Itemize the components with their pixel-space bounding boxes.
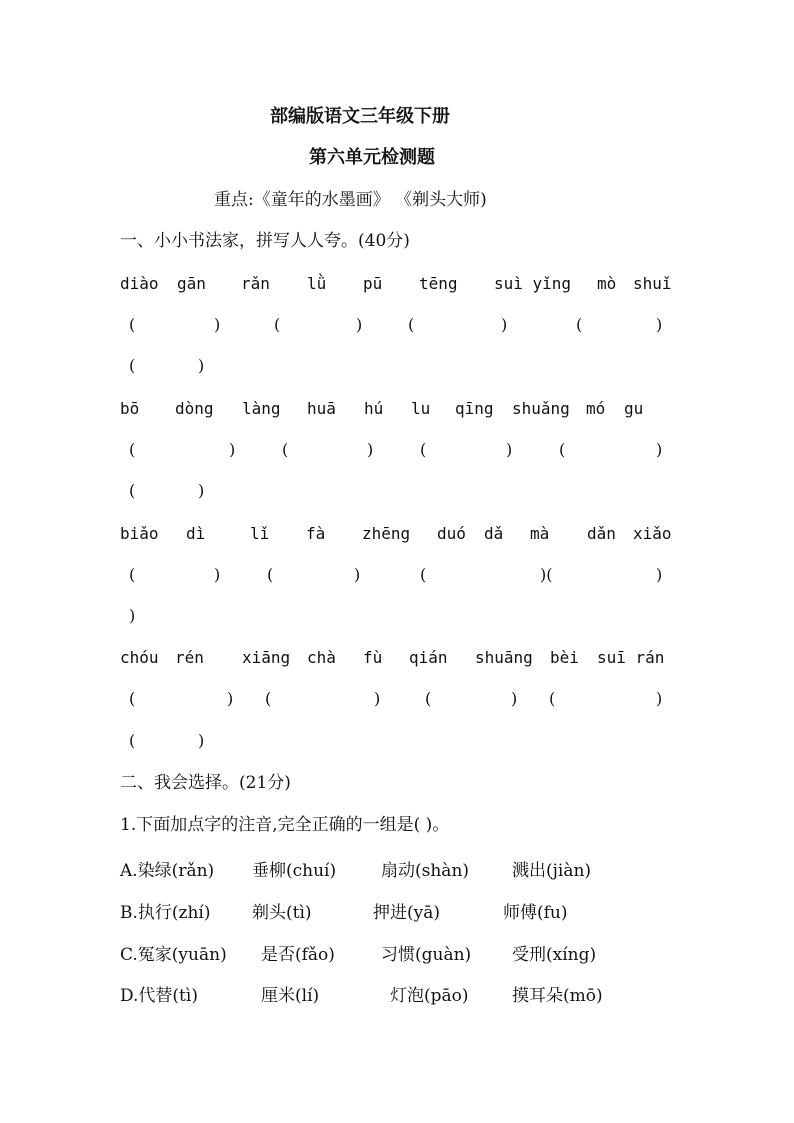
- bracket: (: [282, 440, 289, 459]
- pinyin-word: lu: [411, 399, 431, 418]
- option-item: 受刑(xíng): [512, 945, 597, 965]
- pinyin-word: fà: [306, 524, 326, 543]
- bracket-row-1b: [0, 356, 794, 378]
- bracket: ): [367, 440, 374, 459]
- pinyin-word: bèi: [550, 648, 579, 667]
- bracket: (: [129, 315, 136, 334]
- focus-line: 重点:《童年的水墨画》 《剃头大师): [214, 190, 487, 210]
- pinyin-row-2: [0, 399, 794, 421]
- pinyin-word: mà: [530, 524, 550, 543]
- page-title: 部编版语文三年级下册: [270, 106, 450, 127]
- bracket: (: [129, 689, 136, 708]
- pinyin-word: duó: [437, 524, 466, 543]
- bracket: ): [656, 565, 663, 584]
- bracket: ): [229, 440, 236, 459]
- pinyin-row-4: [0, 648, 794, 670]
- pinyin-row-1: [0, 274, 794, 296]
- bracket: (: [408, 315, 415, 334]
- option-c: [0, 940, 794, 965]
- option-item: 剃头(tì): [252, 903, 312, 923]
- bracket: (: [129, 565, 136, 584]
- bracket: (: [420, 565, 427, 584]
- option-d: [0, 981, 794, 1006]
- bracket: (: [129, 356, 136, 375]
- bracket: ): [356, 315, 363, 334]
- pinyin-word: chà: [307, 648, 336, 667]
- option-item: 师傅(fu): [503, 903, 568, 923]
- option-item: 垂柳(chuí): [252, 861, 337, 881]
- bracket: ): [198, 481, 205, 500]
- bracket: (: [129, 731, 136, 750]
- bracket: (: [576, 315, 583, 334]
- pinyin-word: fù: [363, 648, 383, 667]
- bracket: ): [129, 606, 136, 625]
- pinyin-word: suī rán: [597, 648, 665, 667]
- option-b: [0, 898, 794, 923]
- pinyin-word: pū: [363, 274, 383, 293]
- pinyin-word: dòng: [175, 399, 214, 418]
- pinyin-word: rén: [175, 648, 204, 667]
- bracket: ): [511, 689, 518, 708]
- pinyin-word: xiāng: [242, 648, 291, 667]
- pinyin-word: chóu: [120, 648, 159, 667]
- bracket: ): [354, 565, 361, 584]
- bracket: (: [129, 481, 136, 500]
- pinyin-word: shuǎng: [512, 399, 570, 418]
- bracket: ): [198, 731, 205, 750]
- bracket: ): [656, 440, 663, 459]
- pinyin-word: zhēng: [362, 524, 411, 543]
- option-item: 是否(fǎo): [261, 945, 335, 965]
- bracket: (: [129, 440, 136, 459]
- bracket-row-4b: [0, 731, 794, 753]
- option-item: D.代替(tì): [120, 986, 198, 1006]
- option-item: 摸耳朵(mō): [512, 986, 603, 1006]
- bracket: ): [374, 689, 381, 708]
- section1-heading: 一、小小书法家，拼写人人夸。(40分): [120, 231, 410, 251]
- pinyin-word: lǐ: [250, 524, 270, 543]
- bracket: (: [549, 689, 556, 708]
- option-a: [0, 856, 794, 881]
- pinyin-word: bō: [120, 399, 140, 418]
- bracket-row-2: [0, 440, 794, 462]
- question-1: 1.下面加点字的注音,完全正确的一组是( )。: [120, 815, 450, 835]
- option-item: 厘米(lí): [261, 986, 320, 1006]
- pinyin-word: dǎ: [484, 524, 504, 543]
- bracket: (: [425, 689, 432, 708]
- bracket: (: [559, 440, 566, 459]
- pinyin-word: dì: [186, 524, 206, 543]
- bracket: (: [274, 315, 281, 334]
- pinyin-word: gān: [177, 274, 206, 293]
- bracket-row-2b: [0, 481, 794, 503]
- pinyin-word: làng: [242, 399, 281, 418]
- bracket-row-4: [0, 689, 794, 711]
- bracket: (: [265, 689, 272, 708]
- pinyin-word: diào: [120, 274, 159, 293]
- pinyin-row-3: [0, 524, 794, 546]
- pinyin-word: tēng: [419, 274, 458, 293]
- option-item: 灯泡(pāo): [390, 986, 469, 1006]
- pinyin-word: dǎn: [587, 524, 616, 543]
- pinyin-word: shuāng: [475, 648, 533, 667]
- pinyin-word: lǜ: [307, 274, 327, 293]
- bracket: ): [506, 440, 513, 459]
- pinyin-word: qián: [409, 648, 448, 667]
- pinyin-word: shuǐ: [633, 274, 672, 293]
- pinyin-word: mò: [597, 274, 617, 293]
- bracket: (: [267, 565, 274, 584]
- pinyin-word: suì yǐng: [494, 274, 572, 293]
- pinyin-word: rǎn: [241, 274, 270, 293]
- pinyin-word: gu: [624, 399, 644, 418]
- bracket: ): [214, 565, 221, 584]
- pinyin-word: xiǎo: [633, 524, 672, 543]
- bracket: )(: [540, 565, 553, 584]
- option-item: 习惯(guàn): [381, 945, 472, 965]
- bracket: (: [420, 440, 427, 459]
- pinyin-word: hú: [364, 399, 384, 418]
- bracket-row-3: [0, 565, 794, 587]
- option-item: A.染绿(rǎn): [120, 861, 215, 881]
- option-item: 扇动(shàn): [381, 861, 470, 881]
- pinyin-word: qīng: [455, 399, 494, 418]
- pinyin-word: mó: [586, 399, 606, 418]
- bracket: ): [214, 315, 221, 334]
- bracket: ): [501, 315, 508, 334]
- pinyin-word: huā: [307, 399, 336, 418]
- bracket-row-3b: [0, 606, 794, 628]
- bracket: ): [198, 356, 205, 375]
- bracket: ): [656, 315, 663, 334]
- option-item: C.冤家(yuān): [120, 945, 227, 965]
- page-subtitle: 第六单元检测题: [309, 147, 435, 168]
- bracket: ): [656, 689, 663, 708]
- option-item: 溅出(jiàn): [512, 861, 592, 881]
- section2-heading: 二、我会选择。(21分): [120, 773, 291, 793]
- option-item: B.执行(zhí): [120, 903, 211, 923]
- bracket: ): [227, 689, 234, 708]
- bracket-row-1: [0, 315, 794, 337]
- pinyin-word: biǎo: [120, 524, 159, 543]
- option-item: 押进(yā): [373, 903, 441, 923]
